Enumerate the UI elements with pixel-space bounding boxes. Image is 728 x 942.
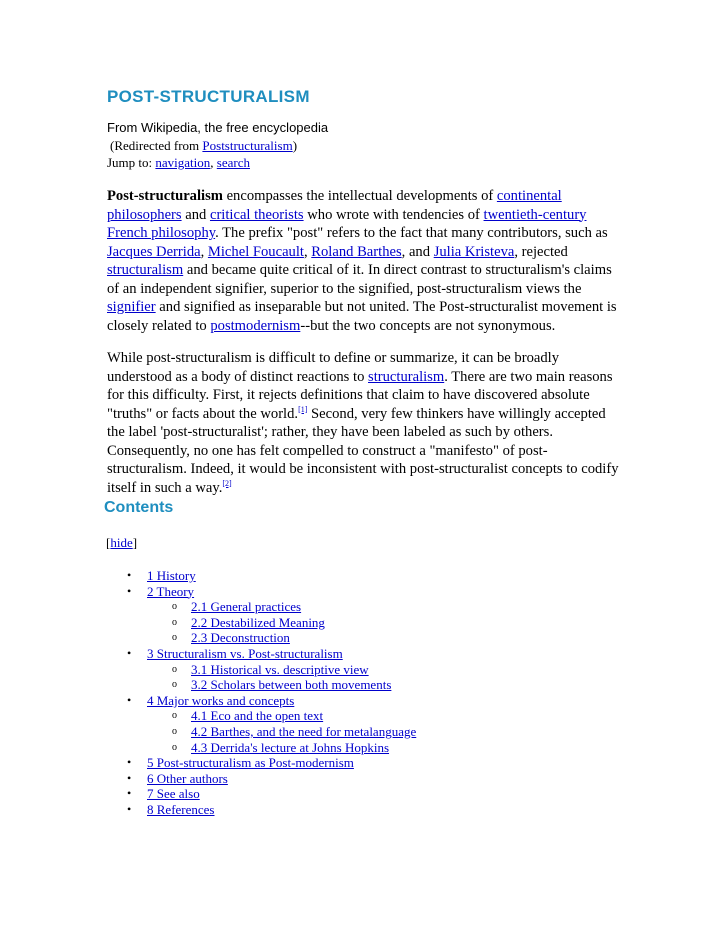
sub-bullet-icon: o	[172, 601, 177, 613]
bullet-icon: •	[127, 755, 132, 770]
toc-link[interactable]: 3.1 Historical vs. descriptive view	[191, 661, 369, 677]
jump-navigation-link[interactable]: navigation	[155, 155, 211, 170]
intro-paragraph-2	[107, 349, 627, 497]
toc-item	[0, 584, 728, 600]
p1-text-5: ,	[200, 243, 208, 260]
toc-link[interactable]: 4.1 Eco and the open text	[191, 708, 324, 724]
jump-to	[107, 154, 627, 171]
p1-text-3: who wrote with tendencies of	[303, 206, 484, 223]
p1-text-7: , and	[401, 243, 434, 260]
toc-item	[0, 724, 728, 740]
article-body	[107, 82, 627, 497]
hide-bracket-open: [	[106, 535, 111, 550]
redirect-prefix: (Redirected from	[110, 138, 203, 153]
sub-bullet-icon: o	[172, 679, 177, 691]
link-julia-kristeva[interactable]: Julia Kristeva	[433, 243, 515, 260]
link-structuralism[interactable]: structuralism	[107, 262, 184, 278]
toc-link[interactable]: 4 Major works and concepts	[147, 692, 295, 708]
link-roland-barthes[interactable]: Roland Barthes	[311, 243, 402, 260]
p1-text-9: and became quite critical of it. In direct contrast to structuralism's claims of an independent signifier, superior to the signified, post-structuralism views the	[107, 262, 612, 297]
hide-bracket-close: ]	[132, 535, 138, 550]
redirect-link[interactable]: Poststructuralism	[202, 138, 293, 153]
toc-link[interactable]: 6 Other authors	[147, 770, 228, 786]
p1-text-6: ,	[303, 243, 312, 260]
bullet-icon: •	[127, 692, 132, 707]
toc-item	[0, 693, 728, 709]
bullet-icon: •	[127, 568, 132, 582]
link-structuralism-2[interactable]: structuralism	[368, 368, 445, 385]
toc-link[interactable]: 4.3 Derrida's lecture at Johns Hopkins	[191, 739, 390, 755]
jump-search-link[interactable]: search	[216, 155, 250, 170]
link-michel-foucault[interactable]: Michel Foucault	[207, 243, 304, 260]
p2-text-2: . There are two main reasons for this difficulty. First, it rejects definitions that claim to have discovered absolute "truths" or facts about the world.	[107, 368, 613, 422]
toc-link[interactable]: 3.2 Scholars between both movements	[191, 677, 392, 693]
link-postmodernism[interactable]: postmodernism	[210, 317, 301, 334]
bullet-icon: •	[127, 770, 132, 785]
toc-hide-toggle	[106, 535, 137, 551]
link-continental-philosophers[interactable]: continental philosophers	[107, 188, 562, 223]
bullet-icon: •	[127, 645, 132, 660]
jump-separator: ,	[210, 155, 217, 170]
p1-text-11: --but the two concepts are not synonymous.	[300, 317, 556, 334]
toc-item	[0, 786, 728, 802]
sub-bullet-icon: o	[172, 663, 177, 675]
contents-heading: Contents	[104, 499, 174, 516]
sub-bullet-icon: o	[172, 741, 177, 753]
redirect-notice	[107, 137, 627, 154]
toc-item	[0, 646, 728, 662]
p1-text-8: , rejected	[514, 243, 568, 260]
toc-link[interactable]: 8 References	[147, 801, 215, 817]
toc-item	[0, 802, 728, 818]
p2-text-3: Second, very few thinkers have willingly accepted the label 'post-structuralist'; rather, they have been labeled as such by others. Consequently, no one has felt compelled to construct a "manifesto" of post-structuralism. Indeed, it would be inconsistent with post-structuralist concepts to codify itself in such a way.	[107, 405, 619, 496]
p1-text-1: encompasses the intellectual developments of	[222, 188, 497, 204]
bullet-icon: •	[127, 801, 132, 816]
p2-text-1: While post-structuralism is difficult to define or summarize, it can be broadly understood as a body of distinct reactions to	[107, 350, 560, 385]
bullet-icon: •	[127, 786, 132, 801]
p1-text-4: . The prefix "post" refers to the fact that many contributors, such as	[215, 225, 608, 241]
sub-bullet-icon: o	[172, 632, 177, 644]
toc-item	[0, 599, 728, 615]
toc-link[interactable]: 5 Post-structuralism as Post-modernism	[147, 755, 354, 771]
toc-item	[0, 630, 728, 646]
toc-item	[0, 740, 728, 756]
sub-bullet-icon: o	[172, 725, 177, 737]
lead-term: Post-structuralism	[107, 188, 223, 204]
p1-text-10: and signified as inseparable but not united. The Post-structuralist movement is closely related to	[107, 299, 617, 334]
toc-item	[0, 755, 728, 771]
link-signifier[interactable]: signifier	[107, 299, 156, 315]
toc-link[interactable]: 1 History	[147, 568, 196, 583]
toc-item	[0, 568, 728, 584]
link-jacques-derrida[interactable]: Jacques Derrida	[107, 243, 201, 260]
bullet-icon: •	[127, 583, 132, 598]
reference-1[interactable]: [1]	[298, 404, 308, 414]
toc-link[interactable]: 3 Structuralism vs. Post-structuralism	[147, 645, 343, 661]
table-of-contents	[0, 568, 728, 818]
page-title: POST-STRUCTURALISM	[107, 87, 310, 106]
toc-item	[0, 771, 728, 787]
hide-link[interactable]: hide	[110, 535, 133, 550]
toc-link[interactable]: 7 See also	[147, 786, 200, 802]
toc-link[interactable]: 2.2 Destabilized Meaning	[191, 614, 325, 630]
toc-item	[0, 708, 728, 724]
sub-bullet-icon: o	[172, 616, 177, 628]
jump-prefix: Jump to:	[107, 155, 156, 170]
intro-paragraph-1	[107, 187, 627, 335]
p1-text-2: and	[181, 206, 210, 223]
page-subtitle: From Wikipedia, the free encyclopedia	[107, 120, 329, 135]
toc-item	[0, 677, 728, 693]
toc-link[interactable]: 2.1 General practices	[191, 599, 302, 615]
redirect-suffix: )	[292, 138, 298, 153]
reference-2[interactable]: [2]	[222, 478, 232, 488]
link-critical-theorists[interactable]: critical theorists	[209, 206, 304, 223]
toc-item	[0, 615, 728, 631]
toc-link[interactable]: 2.3 Deconstruction	[191, 630, 290, 646]
toc-link[interactable]: 2 Theory	[147, 583, 195, 599]
link-french-philosophy[interactable]: twentieth-century French philosophy	[107, 206, 587, 241]
toc-item	[0, 662, 728, 678]
toc-link[interactable]: 4.2 Barthes, and the need for metalanguage	[191, 723, 417, 739]
sub-bullet-icon: o	[172, 710, 177, 722]
